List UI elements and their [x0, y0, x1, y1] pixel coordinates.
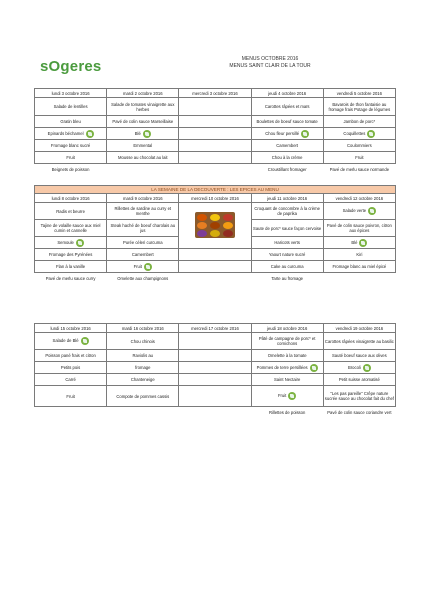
- menu-title: MENUS OCTOBRE 2016: [241, 56, 299, 62]
- menu-cell: Pavé de merlu sauce normande: [329, 167, 390, 172]
- menu-cell: [179, 362, 251, 374]
- menu-cell: [179, 128, 251, 140]
- menu-cell: Croustillant fromager: [267, 167, 307, 172]
- menu-cell: Pâté de campagne de porc* et cornichons: [251, 333, 323, 350]
- menu-cell: Salade de Blé: [35, 333, 107, 350]
- menu-cell: [107, 407, 179, 419]
- menu-cell: [179, 374, 251, 386]
- menu-cell: Camembert: [251, 140, 323, 152]
- day-header: mercredi 17 octobre 2016: [179, 324, 251, 333]
- organic-leaf-icon: [81, 337, 89, 345]
- day-header: mardi 16 octobre 2016: [107, 324, 179, 333]
- menu-cell: Emmental: [107, 140, 179, 152]
- menu-cell: Flan à la vanille: [35, 261, 107, 273]
- menu-cell: Fromage des Pyrénées: [35, 249, 107, 261]
- menu-cell: Radis et beurre: [35, 203, 107, 220]
- day-header: vendredi 12 octobre 2016: [323, 194, 395, 203]
- menu-cell: [179, 273, 251, 285]
- menu-cell: Coulommiers: [323, 140, 395, 152]
- menu-cell: Purée céleri curcuma: [107, 237, 179, 249]
- menu-cell: Saint Nectaire: [251, 374, 323, 386]
- menu-cell: Chou chinois: [107, 333, 179, 350]
- menu-cell: Chanteneige: [107, 374, 179, 386]
- week-2-table: [34, 185, 396, 284]
- table-row: [35, 140, 396, 152]
- menu-cell: Mousse au chocolat au lait: [107, 152, 179, 164]
- menu-cell: Omelette à la tomate: [251, 350, 323, 362]
- menu-cell: Fromage blanc sucré: [35, 140, 107, 152]
- menu-cell: [179, 152, 251, 164]
- menu-cell: Coquillettes: [323, 128, 395, 140]
- table-row: [35, 249, 396, 261]
- menu-cell: Croquant de concombre à la crème de paprika: [251, 203, 323, 220]
- menu-cell: [179, 116, 251, 128]
- organic-leaf-icon: [288, 392, 296, 400]
- spices-photo-cell: [179, 203, 251, 249]
- menu-cell: Pommes de terre persillées: [251, 362, 323, 374]
- menu-cell: Chou fleur persillé: [251, 128, 323, 140]
- week-2-days: [35, 194, 396, 203]
- menu-cell: Salade de tomates vinaigrette aux herbes: [107, 98, 179, 116]
- menu-cell: Poisson pané frais et citron: [35, 350, 107, 362]
- table-row: [35, 152, 396, 164]
- menu-cell: Rillettes de poisson: [269, 410, 306, 415]
- menu-cell: [179, 164, 251, 176]
- menu-cell: Boulettes de boeuf sauce tomate: [251, 116, 323, 128]
- menu-cell: Camembert: [107, 249, 179, 261]
- organic-leaf-icon: [76, 239, 84, 247]
- organic-leaf-icon: [86, 130, 94, 138]
- menu-cell: Fruit: [107, 261, 179, 273]
- week-3-days: [35, 324, 396, 333]
- week-1-table: [34, 88, 396, 175]
- menu-cell: Compote de pommes cassis: [107, 386, 179, 407]
- day-header: mercredi 10 octobre 2016: [179, 194, 251, 203]
- discovery-week-banner: LA SEMAINE DE LA DECOUVERTE : LES EPICES AU MENU: [35, 186, 396, 194]
- menu-cell: Chou à la crème: [251, 152, 323, 164]
- menu-cell: Pavé de colin sauce poivron, citron aux épices: [323, 220, 395, 237]
- menu-cell: [179, 407, 251, 419]
- menu-cell: Yaourt nature sucré: [251, 249, 323, 261]
- menu-cell: Salade verte: [323, 203, 395, 220]
- menu-cell: Carottes râpées et maïs: [251, 98, 323, 116]
- menu-cell: [179, 249, 251, 261]
- organic-leaf-icon: [367, 130, 375, 138]
- table-row: [35, 362, 396, 374]
- day-header: lundi 15 octobre 2016: [35, 324, 107, 333]
- table-row: [35, 164, 396, 176]
- menu-cell: Gratin bleu: [35, 116, 107, 128]
- menu-cell: Carottes râpées vinaigrette au basilic: [323, 333, 395, 350]
- table-row: [35, 128, 396, 140]
- menu-cell: fromage: [107, 362, 179, 374]
- menu-cell: Pavé de colin sauce Marseillaise: [107, 116, 179, 128]
- organic-leaf-icon: [144, 263, 152, 271]
- menu-cell: Raviolis au: [107, 350, 179, 362]
- menu-cell: Cake au curcuma: [251, 261, 323, 273]
- menu-cell: Fruit: [35, 386, 107, 407]
- week-1-days: [35, 89, 396, 98]
- table-row: [35, 374, 396, 386]
- table-row: [35, 261, 396, 273]
- menu-cell: Kiri: [323, 249, 395, 261]
- day-header: mardi 9 octobre 2016: [107, 194, 179, 203]
- menu-cell: Bavarois de thon fantaisie au fromage frais Potage de légumes: [323, 98, 395, 116]
- menu-cell: Brocoli: [323, 362, 395, 374]
- menu-cell: Petits pois: [35, 362, 107, 374]
- menu-cell: [179, 350, 251, 362]
- menu-cell: Fruit: [251, 386, 323, 407]
- menu-cell: [179, 333, 251, 350]
- organic-leaf-icon: [301, 130, 309, 138]
- menu-cell: [179, 386, 251, 407]
- brand-logo: sOgeres: [40, 58, 102, 75]
- menu-cell: Rillettes de sardine au curry et menthe: [107, 203, 179, 220]
- organic-leaf-icon: [363, 364, 371, 372]
- table-row: [35, 203, 396, 220]
- table-row: [35, 273, 396, 285]
- day-header: jeudi 18 octobre 2016: [251, 324, 323, 333]
- table-row: [35, 98, 396, 116]
- table-row: [35, 116, 396, 128]
- day-header: vendredi 5 octobre 2016: [323, 89, 395, 98]
- menu-cell: Blé: [107, 128, 179, 140]
- menu-cell: Saute de porc* sauce façon cervoise: [251, 220, 323, 237]
- menu-cell: [107, 164, 179, 176]
- menu-cell: Jambon de porc*: [323, 116, 395, 128]
- menu-header: [200, 56, 340, 69]
- day-header: mardi 2 octobre 2016: [107, 89, 179, 98]
- menu-cell: Tajine de volaille sauce aux miel cumin et cannelle: [35, 220, 107, 237]
- menu-cell: Pavé de colin sauce coriandre vert: [327, 410, 392, 415]
- menu-cell: Steak haché de boeuf charolais au jus: [107, 220, 179, 237]
- menu-cell: Tarte au fromage: [271, 276, 303, 281]
- menu-cell: Fruit: [323, 152, 395, 164]
- menu-cell: Haricots verts: [251, 237, 323, 249]
- menu-cell: Semoule: [35, 237, 107, 249]
- menu-cell: Carré: [35, 374, 107, 386]
- menu-cell: [35, 407, 107, 419]
- menu-cell: Sauté boeuf sauce aux olives: [323, 350, 395, 362]
- organic-leaf-icon: [359, 239, 367, 247]
- spices-photo: [195, 212, 235, 238]
- organic-leaf-icon: [368, 207, 376, 215]
- day-header: jeudi 4 octobre 2016: [251, 89, 323, 98]
- day-header: jeudi 11 octobre 2016: [251, 194, 323, 203]
- week-3-table: [34, 323, 396, 418]
- day-header: vendredi 19 octobre 2016: [323, 324, 395, 333]
- menu-cell: Fromage blanc au miel épicé: [323, 261, 395, 273]
- table-row: [35, 407, 396, 419]
- menu-cell: Fruit: [35, 152, 107, 164]
- menu-cell: [323, 273, 395, 285]
- menu-cell: Salade de lentilles: [35, 98, 107, 116]
- organic-leaf-icon: [310, 364, 318, 372]
- menu-cell: Epinards béchamel: [35, 128, 107, 140]
- day-header: lundi 3 octobre 2016: [35, 89, 107, 98]
- menu-cell: [179, 261, 251, 273]
- menu-cell: [179, 98, 251, 116]
- menu-cell: Petit suisse aromatisé: [323, 374, 395, 386]
- day-header: mercredi 3 octobre 2016: [179, 89, 251, 98]
- menu-cell: Blé: [323, 237, 395, 249]
- table-row: [35, 350, 396, 362]
- menu-cell: "Les pas pareille" Crêpe nature sucrée sauce au chocolat fait du chef: [323, 386, 395, 407]
- menu-cell: Omelette aux champignons: [117, 276, 169, 281]
- menu-cell: Beignets de poisson: [51, 167, 90, 172]
- table-row: [35, 386, 396, 407]
- table-row: [35, 333, 396, 350]
- organic-leaf-icon: [143, 130, 151, 138]
- week-2-banner-row: [35, 186, 396, 194]
- menu-cell: Pavé de merlu sauce curry: [45, 276, 96, 281]
- day-header: lundi 8 octobre 2016: [35, 194, 107, 203]
- menu-cell: [179, 140, 251, 152]
- menu-subtitle: MENUS SAINT CLAIR DE LA TOUR: [229, 62, 311, 69]
